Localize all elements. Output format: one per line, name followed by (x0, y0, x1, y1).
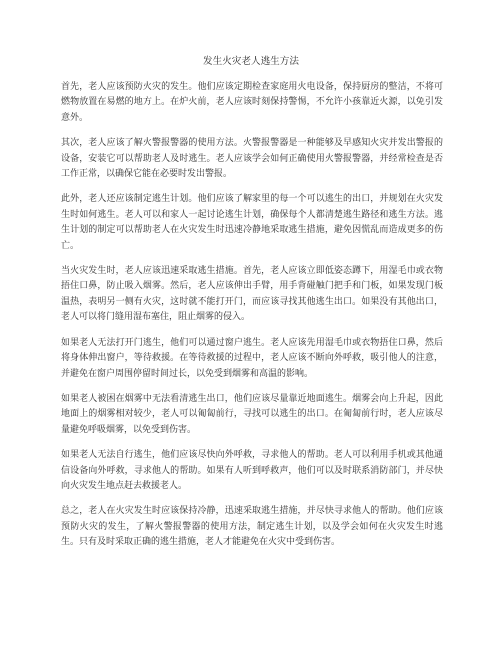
paragraph-smoke-crawl: 如果老人被困在烟雾中无法看清逃生出口，他们应该尽量靠近地面逃生。烟雾会向上升起，因此地面上的烟雾相对较少，老人可以匍匐前行，寻找可以逃生的出口。在匍匐前行时，老人应该尽量避免呼吸烟雾，以免受到伤害。 (61, 393, 443, 435)
paragraph-escape-plan: 此外，老人还应该制定逃生计划。他们应该了解家里的每一个可以逃生的出口，并规划在火灾发生时如何逃生。老人可以和家人一起讨论逃生计划，确保每个人都清楚逃生路径和逃生方法。逃生计划的制定可以帮助老人在火灾发生时迅速冷静地采取逃生措施，避免因慌乱而造成更多的伤亡。 (61, 194, 443, 251)
document-body (61, 80, 443, 561)
document-title: 发生火灾老人逃生方法 (203, 56, 299, 67)
paragraph-window-escape: 如果老人无法打开门逃生，他们可以通过窗户逃生。老人应该先用湿毛巾或衣物捂住口鼻，然后将身体伸出窗户，等待救援。在等待救援的过程中，老人应该不断向外呼救，吸引他人的注意，并避免在窗户周围停留时间过长，以免受到烟雾和高温的影响。 (61, 337, 443, 379)
paragraph-summary: 总之，老人在火灾发生时应该保持冷静，迅速采取逃生措施，并尽快寻求他人的帮助。他们应该预防火灾的发生，了解火警报警器的使用方法，制定逃生计划，以及学会如何在火灾发生时逃生。只有及时采取正确的逃生措施，老人才能避免在火灾中受到伤害。 (61, 506, 443, 548)
paragraph-alarm: 其次，老人应该了解火警报警器的使用方法。火警报警器是一种能够及早感知火灾并发出警报的设备，安装它可以帮助老人及时逃生。老人应该学会如何正确使用火警报警器，并经常检查是否工作正常，以确保它能在必要时发出警报。 (61, 138, 443, 180)
paragraph-call-for-help: 如果老人无法自行逃生，他们应该尽快向外呼救，寻求他人的帮助。老人可以利用手机或其他通信设备向外呼救，寻求他人的帮助。如果有人听到呼救声，他们可以及时联系消防部门，并尽快向火灾发生地点赶去救援老人。 (61, 450, 443, 491)
paragraph-escape-measures: 当火灾发生时，老人应该迅速采取逃生措施。首先，老人应该立即低姿态蹲下，用湿毛巾或衣物捂住口鼻，防止吸入烟雾。然后，老人应该伸出手臂，用手背碰触门把手和门板，如果发现门板温热，表明另一侧有火灾，这时就不能打开门，而应该寻找其他逃生出口。如果没有其他出口，老人可以将门缝用湿布塞住，阻止烟雾的侵入。 (61, 266, 443, 323)
paragraph-prevention: 首先，老人应该预防火灾的发生。他们应该定期检查家庭用火电设备，保持厨房的整洁，不将可燃物放置在易燃的地方上。在炉火前，老人应该时刻保持警惕，不允许小孩靠近火源，以免引发意外。 (61, 82, 443, 123)
